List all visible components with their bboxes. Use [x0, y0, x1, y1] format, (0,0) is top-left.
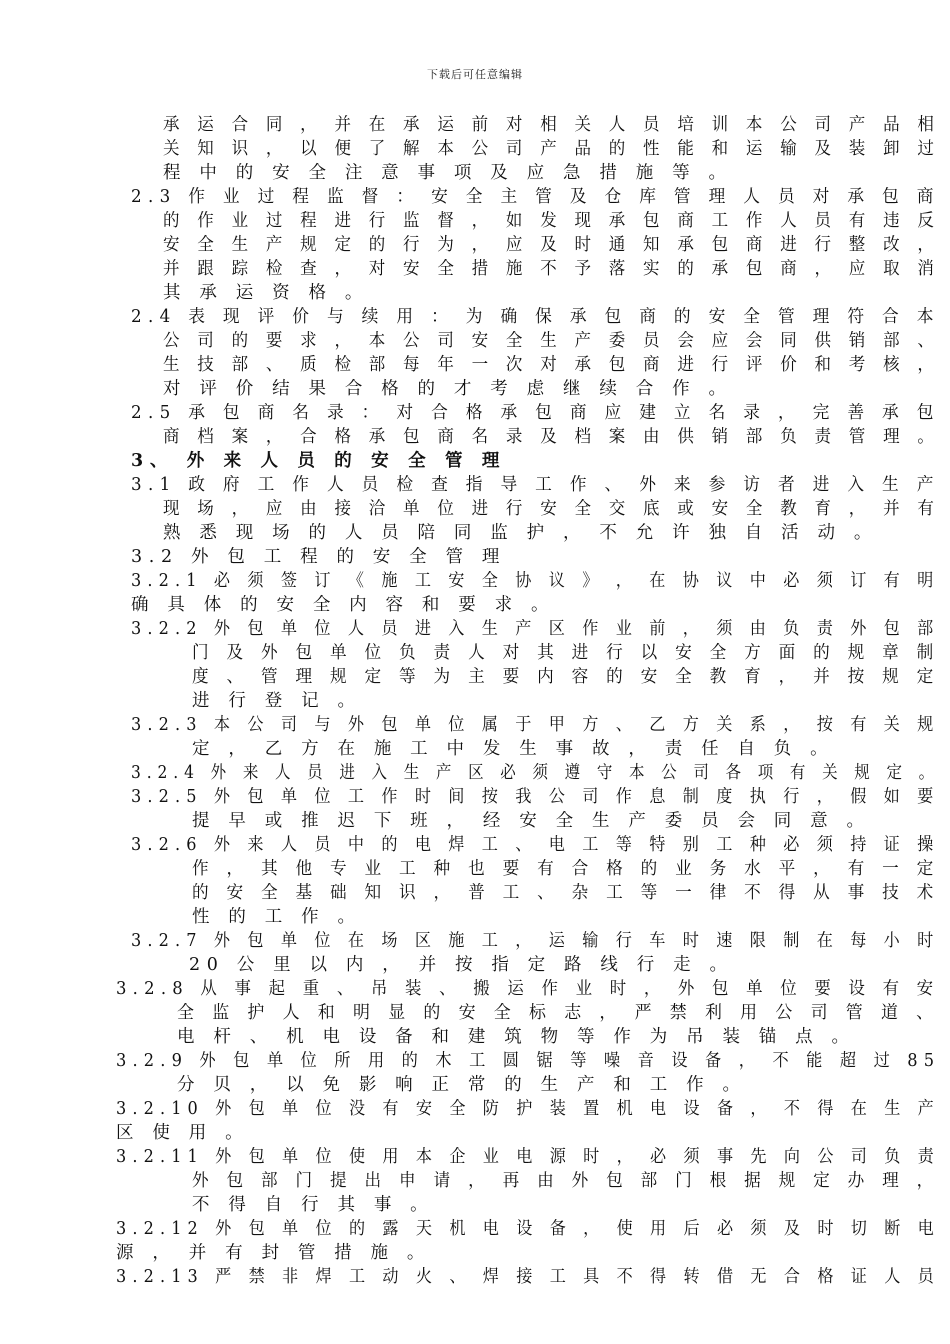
- text-line: 3.2.13 严 禁 非 焊 工 动 火 、 焊 接 工 具 不 得 转 借 无 合 格 证 人 员: [116, 1267, 940, 1287]
- text-line: 3.2.1 必 须 签 订 《 施 工 安 全 协 议 》 ， 在 协 议 中 必 须 订 有 明: [131, 571, 940, 591]
- text-line: 提 早 或 推 迟 下 班 ， 经 安 全 生 产 委 员 会 同 意 。: [192, 811, 871, 831]
- text-line: 对 评 价 结 果 合 格 的 才 考 虑 继 续 合 作 。: [163, 379, 733, 399]
- text-line: 进 行 登 记 。: [192, 691, 362, 711]
- text-line: 其 承 运 资 格 。: [163, 283, 369, 303]
- text-line: 作 ， 其 他 专 业 工 种 也 要 有 合 格 的 业 务 水 平 ， 有 一 定: [192, 859, 940, 879]
- subsection-heading: 3.2 外 包 工 程 的 安 全 管 理: [131, 547, 507, 567]
- text-line: 3.2.12 外 包 单 位 的 露 天 机 电 设 备 ， 使 用 后 必 须 及 时 切 断 电: [116, 1219, 940, 1239]
- text-line: 定 ， 乙 方 在 施 工 中 发 生 事 故 ， 责 任 自 负 。: [192, 739, 835, 759]
- text-line: 2.5 承 包 商 名 录 ： 对 合 格 承 包 商 应 建 立 名 录 ， 完 善 承 包: [131, 403, 940, 423]
- text-line: 3.2.5 外 包 单 位 工 作 时 间 按 我 公 司 作 息 制 度 执 行 ， 假 如 要: [131, 787, 940, 807]
- text-line: 外 包 部 门 提 出 申 请 ， 再 由 外 包 部 门 根 据 规 定 办 理 ，: [192, 1171, 940, 1191]
- text-line: 源 ， 并 有 封 管 措 施 。: [116, 1243, 432, 1263]
- text-line: 3.2.6 外 来 人 员 中 的 电 焊 工 、 电 工 等 特 别 工 种 必 须 持 证 操: [131, 835, 940, 855]
- text-line: 并 跟 踪 检 查 ， 对 安 全 措 施 不 予 落 实 的 承 包 商 ， 应 取 消: [163, 259, 941, 279]
- text-line: 3.2.9 外 包 单 位 所 用 的 木 工 圆 锯 等 噪 音 设 备 ， 不 能 超 过 85: [116, 1051, 941, 1071]
- text-line: 熟 悉 现 场 的 人 员 陪 同 监 护 ， 不 允 许 独 自 活 动 。: [163, 523, 879, 543]
- text-line: 3.2.2 外 包 单 位 人 员 进 入 生 产 区 作 业 前 ， 须 由 负 责 外 包 部: [131, 619, 940, 639]
- text-line: 全 监 护 人 和 明 显 的 安 全 标 志 ， 严 禁 利 用 公 司 管 道 、: [177, 1003, 940, 1023]
- text-line: 程 中 的 安 全 注 意 事 项 及 应 急 措 施 等 。: [163, 163, 733, 183]
- text-line: 公 司 的 要 求 ， 本 公 司 安 全 生 产 委 员 会 应 会 同 供 销 部 、: [163, 331, 941, 351]
- text-line: 门 及 外 包 单 位 负 责 人 对 其 进 行 以 安 全 方 面 的 规 章 制: [192, 643, 940, 663]
- text-line: 3.1 政 府 工 作 人 员 检 查 指 导 工 作 、 外 来 参 访 者 进 入 生 产: [131, 475, 940, 495]
- text-line: 区 使 用 。: [116, 1123, 250, 1143]
- section-heading: 3、 外 来 人 员 的 安 全 管 理: [131, 451, 507, 471]
- text-line: 3.2.7 外 包 单 位 在 场 区 施 工 ， 运 输 行 车 时 速 限 制 在 每 小 时: [131, 931, 940, 951]
- text-line: 的 作 业 过 程 进 行 监 督 ， 如 发 现 承 包 商 工 作 人 员 有 违 反: [163, 211, 941, 231]
- text-line: 生 技 部 、 质 检 部 每 年 一 次 对 承 包 商 进 行 评 价 和 考 核 ，: [163, 355, 941, 375]
- page-header: 下载后可任意编辑: [427, 68, 523, 81]
- text-line: 性 的 工 作 。: [192, 907, 362, 927]
- text-line: 3.2.4 外 来 人 员 进 入 生 产 区 必 须 遵 守 本 公 司 各 项 有 关 规 定 。: [131, 763, 941, 783]
- text-line: 安 全 生 产 规 定 的 行 为 ， 应 及 时 通 知 承 包 商 进 行 整 改 ，: [163, 235, 941, 255]
- text-line: 确 具 体 的 安 全 内 容 和 要 求 。: [131, 595, 556, 615]
- text-line: 商 档 案 ， 合 格 承 包 商 名 录 及 档 案 由 供 销 部 负 责 管 理 。: [163, 427, 941, 447]
- text-line: 电 杆 、 机 电 设 备 和 建 筑 物 等 作 为 吊 装 锚 点 。: [177, 1027, 856, 1047]
- text-line: 的 安 全 基 础 知 识 ， 普 工 、 杂 工 等 一 律 不 得 从 事 技 术: [192, 883, 940, 903]
- text-line: 现 场 ， 应 由 接 洽 单 位 进 行 安 全 交 底 或 安 全 教 育 ， 并 有: [163, 499, 941, 519]
- text-line: 分 贝 ， 以 免 影 响 正 常 的 生 产 和 工 作 。: [177, 1075, 747, 1095]
- text-line: 2.4 表 现 评 价 与 续 用 ： 为 确 保 承 包 商 的 安 全 管 理 符 合 本: [131, 307, 940, 327]
- text-line: 3.2.11 外 包 单 位 使 用 本 企 业 电 源 时 ， 必 须 事 先 向 公 司 负 责: [116, 1147, 940, 1167]
- text-line: 2.3 作 业 过 程 监 督 ： 安 全 主 管 及 仓 库 管 理 人 员 对 承 包 商: [131, 187, 940, 207]
- text-line: 3.2.3 本 公 司 与 外 包 单 位 属 于 甲 方 、 乙 方 关 系 ， 按 有 关 规: [131, 715, 940, 735]
- text-line: 承 运 合 同 ， 并 在 承 运 前 对 相 关 人 员 培 训 本 公 司 产 品 相: [163, 115, 941, 135]
- text-line: 不 得 自 行 其 事 。: [192, 1195, 435, 1215]
- text-line: 3.2.10 外 包 单 位 没 有 安 全 防 护 装 置 机 电 设 备 ， 不 得 在 生 产: [116, 1099, 940, 1119]
- text-line: 20 公 里 以 内 ， 并 按 指 定 路 线 行 走 。: [189, 955, 734, 975]
- text-line: 度 、 管 理 规 定 等 为 主 要 内 容 的 安 全 教 育 ， 并 按 规 定: [192, 667, 940, 687]
- text-line: 关 知 识 ， 以 便 了 解 本 公 司 产 品 的 性 能 和 运 输 及 装 卸 过: [163, 139, 941, 159]
- text-line: 3.2.8 从 事 起 重 、 吊 装 、 搬 运 作 业 时 ， 外 包 单 位 要 设 有 安: [116, 979, 940, 999]
